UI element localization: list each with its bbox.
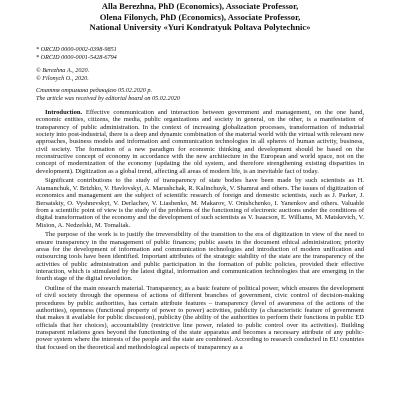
received-block <box>36 87 180 102</box>
orcid-line-1: * ORCID 0000-0002-0398-9851 <box>36 46 117 53</box>
introduction-paragraph <box>36 109 364 175</box>
copyright-line-2: © Filonych O., 2020. <box>36 74 89 82</box>
copyright-line-1: © Berezhna A., 2020. <box>36 67 90 74</box>
copyright-block <box>36 67 89 82</box>
body-paragraph-3: Outline of the main research material. Transparency, as a basic feature of political power, which ensures the development of civil society through the openness of actions of different branches of government, civic control of decision-making procedures by public authorities, has certain attribute features – transparency (level of awareness of the actions of the authorities), openness (functional property of power to power) activities, publicity (a characteristic feature of government that makes it available for public discussion), publicity (the ability of the authorities to perform their functions in public ED officials that her choices), accountability (restrictive line power, related to public control over its activities). Building transparent relations goes beyond the functioning of the state apparatus and becomes a necessary attribute of any public-power system where the interests of the people and the state are combined. According to research conducted in EU countries that focused on the theoretical and methodological aspects of transparency as a <box>36 285 364 351</box>
orcid-line-2: * ORCID 0000-0001-5428-6794 <box>36 53 117 61</box>
received-line-ua: Стаття отримана редакцією 05.02.2020 р. <box>36 87 153 94</box>
introduction-text: Effective communication and interaction between government and management, on the one hand, economic entities, citizens, the media, public organizations and society in general, on the other, is a manifestation of transparency of public administration. In the context of increasing globalization processes, transformation of industrial society into post-industrial, there is a deep and dynamic combination of the material world with the virtual with relevant new approaches, business models and information and communication technologies in all spheres of human activity, business, civil society. The formation of a new paradigm for economic thinking and development should be based on the reconstructive concept of economy in accordance with the new architecture in the European and world space, not on the concept of modernization of the economy (updating the old system, and therefore strengthening existing disparities in development). Digitization as a global trend, affecting all areas of modern life, is an inevitable fact of today. <box>36 109 364 175</box>
affiliation-line: National University «Yuri Kondratyuk Poltava Polytechnic» <box>89 22 311 33</box>
received-line-en: The article was received by editorial board on 05.02.2020 <box>36 94 180 102</box>
author-block <box>0 0 400 33</box>
body-paragraph-2: The purpose of the work is to justify the irreversibility of the transition to the era of digitization in view of the need to ensure transparency in the management of public finances; public assets in the document ethical administration; priority areas for the development of information and communication technologies and introduction of modern unification and outsourcing tools have been identified. Important attributes of the strategic stability of the state are the transparency of the activities of public administration and public participation in the formation of public policies, provided their effective interaction, which is stimulated by the latest digital, information and communication technologies that are emerging in the fourth stage of the digital revolution. <box>36 231 364 283</box>
orcid-block <box>36 46 117 61</box>
author-line-2: Olena Filonych, PhD (Economics), Associate Professor, <box>99 11 301 22</box>
author-line-1: Alla Berezhna, PhD (Economics), Associate Professor, <box>101 1 299 11</box>
introduction-heading: Introduction. <box>45 109 83 116</box>
article-body <box>36 109 364 354</box>
body-paragraph-1: Significant contributions to the study of transparency of state bodies have been made by such scientists as H. Atamanchuk, V. Brizhko, V. Havlovskyi, A. Marushchak, R. Kalinchuyk, V. Shamrai and others. The issues of digitization of economics and management are the subject of scientific research of foreign and domestic scientists, such as J. Parker, J. Bersatskiy, O. Vyshnevskyi, V. Derlachev, V. Liashenko, M. Makarov, V. Onishchenko, I. Yanenkov and others. Valuable from a scientific point of view is the study of the problems of the functioning of electronic auctions under the conditions of digital transformation of the economy and the development of such scientists as V. Isaacson, E. Williams, M. Matskevich, V. Mision, A. Nedzelski, M. Tomaliak. <box>36 177 364 229</box>
